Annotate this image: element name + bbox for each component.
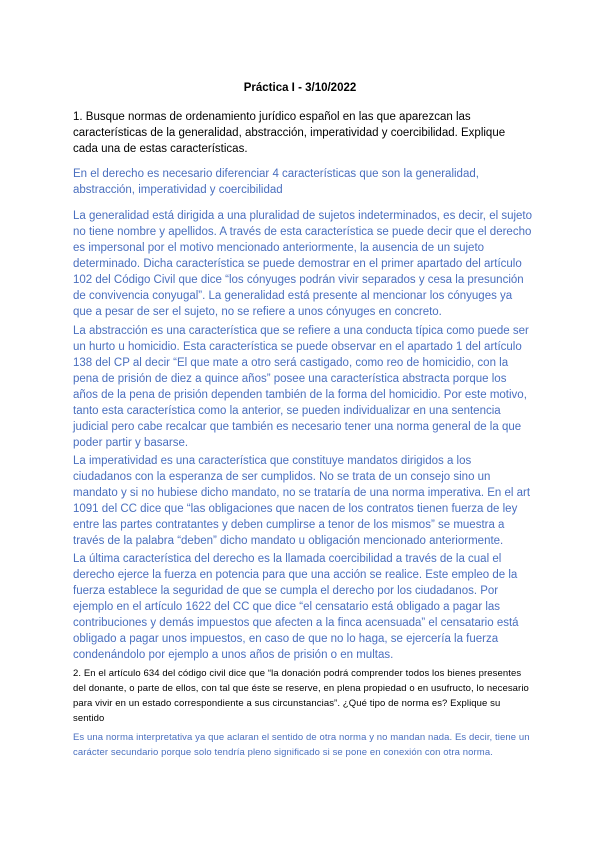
answer-paragraph-coercibilidad: La última característica del derecho es la llamada coercibilidad a través de la cual el derecho ejerce la fuerza en potencia para que una acción se realice. Este empleo de la fuerza establece la seguridad de que se cumpla el derecho por los ciudadanos. Por ejemplo en el artículo 1622 del CC que dice “el censatario está obligado a pagar las contribuciones y demás impuestos que afecten a la finca acensuada” el censatario está obligado a pagar unos impuestos, en caso de que no lo haga, se ejercería la fuerza condenándolo por ejemplo a unos años de prisión o en multas. [73,553,519,661]
answer-1-intro: En el derecho es necesario diferenciar 4 características que son la generalidad, abstracción, imperatividad y coercibilidad [73,168,479,196]
page-title: Práctica I - 3/10/2022 [243,82,357,94]
answer-2: Es una norma interpretativa ya que aclaran el sentido de otra norma y no mandan nada. Es decir, tiene un carácter secundario porque solo tendría pleno significado si se pone en conexión con otra norma. [73,732,530,758]
answer-paragraph-abstraccion: La abstracción es una característica que se refiere a una conducta típica como puede ser un hurto u homicidio. Esta característica se puede observar en el apartado 1 del artículo 138 del CP al decir “El que mate a otro será castigado, como reo de homicidio, con la pena de prisión de diez a quince años” posee una característica abstracta porque los años de la pena de prisión dependen también de la forma del homicidio. Por este motivo, tanto esta característica como la anterior, se pueden individualizar en una sentencia judicial pero cabe recalcar que también es necesario tener una norma general de la que poder partir y basarse. [73,325,529,449]
answer-paragraph-imperatividad: La imperatividad es una característica que constituye mandatos dirigidos a los ciudadanos con la esperanza de ser cumplidos. No se trata de un consejo sino un mandato y si no hubiese dicho mandato, no se trataría de una norma imperativa. En el art 1091 del CC dice que “las obligaciones que nacen de los contratos tienen fuerza de ley entre las partes contratantes y deben cumplirse a tenor de los mismos” se muestra a través de la palabra “deben” dicho mandato u obligación mencionado anteriormente. [73,455,531,547]
question-2: 2. En el artículo 634 del código civil dice que “la donación podrá comprender todos los bienes presentes del donante, o parte de ellos, con tal que éste se reserve, en plena propiedad o en usufructo, lo necesario para vivir en un estado correspondiente a sus circunstancias”. ¿Qué tipo de norma es? Explique su sentido [73,668,529,724]
answer-paragraph-generalidad: La generalidad está dirigida a una pluralidad de sujetos indeterminados, es decir, el sujeto no tiene nombre y apellidos. A través de esta característica se puede decir que el derecho es impersonal por el motivo mencionado anteriormente, la ausencia de un sujeto determinado. Dicha característica se puede demostrar en el primer apartado del artículo 102 del Código Civil que dice “los cónyuges podrán vivir separados y cesa la presunción de convivencia conyugal”. La generalidad está presente al mencionar los cónyuges ya que a pesar de ser el sujeto, no se refiere a unos cónyuges en concreto. [73,210,533,318]
question-1: 1. Busque normas de ordenamiento jurídico español en las que aparezcan las características de la generalidad, abstracción, imperatividad y coercibilidad. Explique cada una de estas características. [73,111,506,155]
